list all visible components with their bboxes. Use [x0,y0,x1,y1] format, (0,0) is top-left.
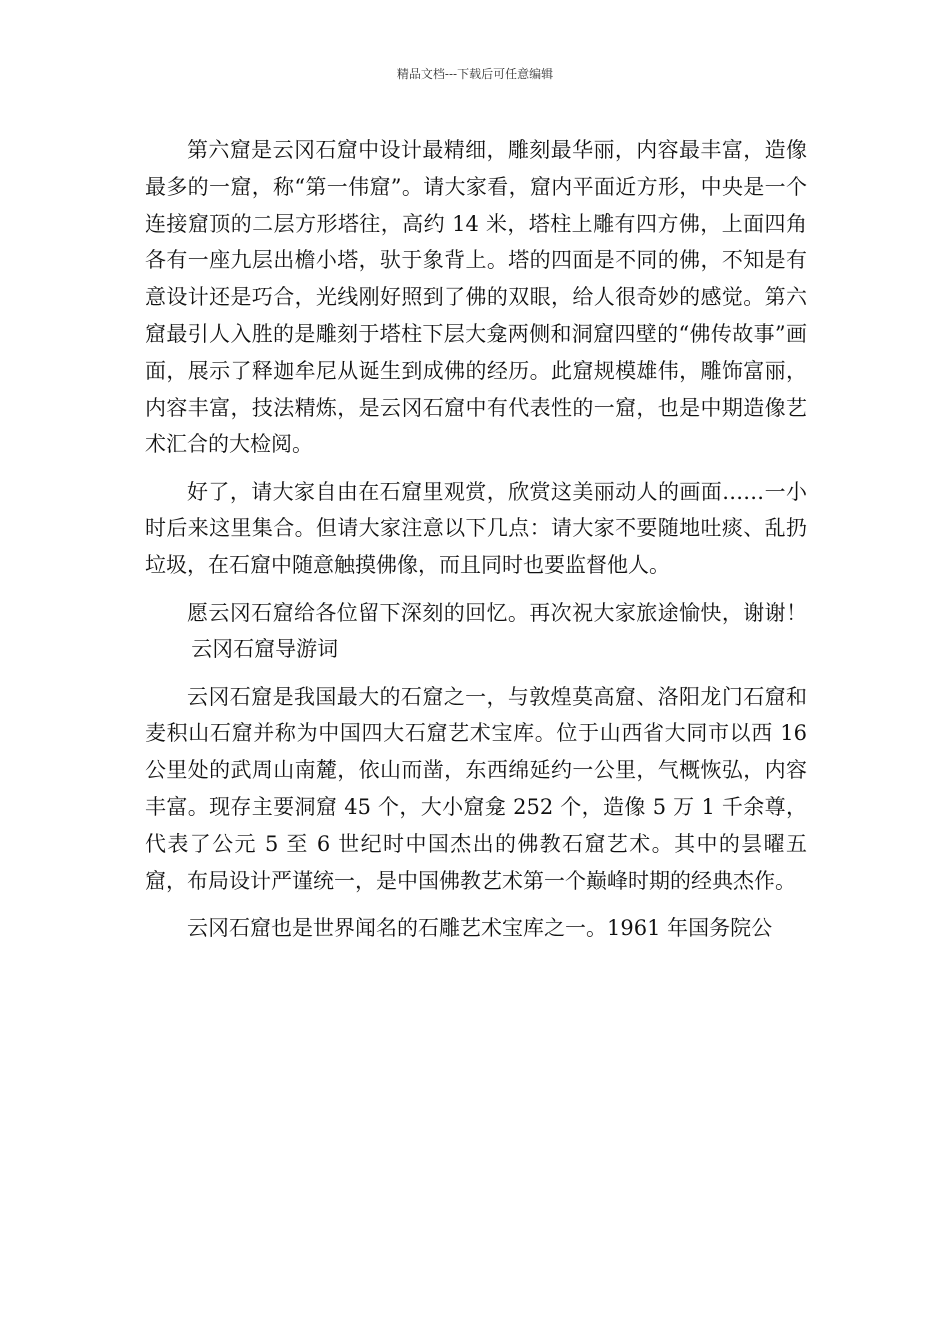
paragraph-cave-six: 第六窟是云冈石窟中设计最精细，雕刻最华丽，内容最丰富，造像最多的一窟，称“第一伟窟”。请大家看，窟内平面近方形，中央是一个连接窟顶的二层方形塔往，高约 14 米，塔柱上雕有四方佛，上面四角各有一座九层出檐小塔，驮于象背上。塔的四面是不同的佛，不知是有意设计还是巧合，光线刚好照到了佛的双眼，给人很奇妙的感觉。第六窟最引人入胜的是雕刻于塔柱下层大龛两侧和洞窟四壁的“佛传故事”画面，展示了释迦牟尼从诞生到成佛的经历。此窟规模雄伟，雕饰富丽，内容丰富，技法精炼，是云冈石窟中有代表性的一窟，也是中期造像艺术汇合的大检阅。 [145,138,807,457]
document-body [145,132,807,957]
paragraph-heritage: 云冈石窟也是世界闻名的石雕艺术宝库之一。1961 年国务院公 [187,915,773,940]
paragraph-farewell [145,595,807,669]
farewell-text: 愿云冈石窟给各位留下深刻的回忆。再次祝大家旅途愉快，谢谢！ [187,600,807,625]
section-title: 云冈石窟导游词 [191,637,339,662]
paragraph-intro: 云冈石窟是我国最大的石窟之一，与敦煌莫高窟、洛阳龙门石窟和麦积山石窟并称为中国四大石窟艺术宝库。位于山西省大同市以西 16 公里处的武周山南麓，依山而凿，东西绵延约一公里，气概恢弘，内容丰富。现存主要洞窟 45 个，大小窟龛 252 个，造像 5 万 1 千余尊，代表了公元 5 至 6 世纪时中国杰出的佛教石窟艺术。其中的昙曜五窟，布局设计严谨统一，是中国佛教艺术第一个巅峰时期的经典杰作。 [145,684,807,893]
page-header: 精品文档---下载后可任意编辑 [396,67,554,81]
paragraph-free-visit: 好了，请大家自由在石窟里观赏，欣赏这美丽动人的画面……一小时后来这里集合。但请大家注意以下几点：请大家不要随地吐痰、乱扔垃圾，在石窟中随意触摸佛像，而且同时也要监督他人。 [145,479,807,578]
